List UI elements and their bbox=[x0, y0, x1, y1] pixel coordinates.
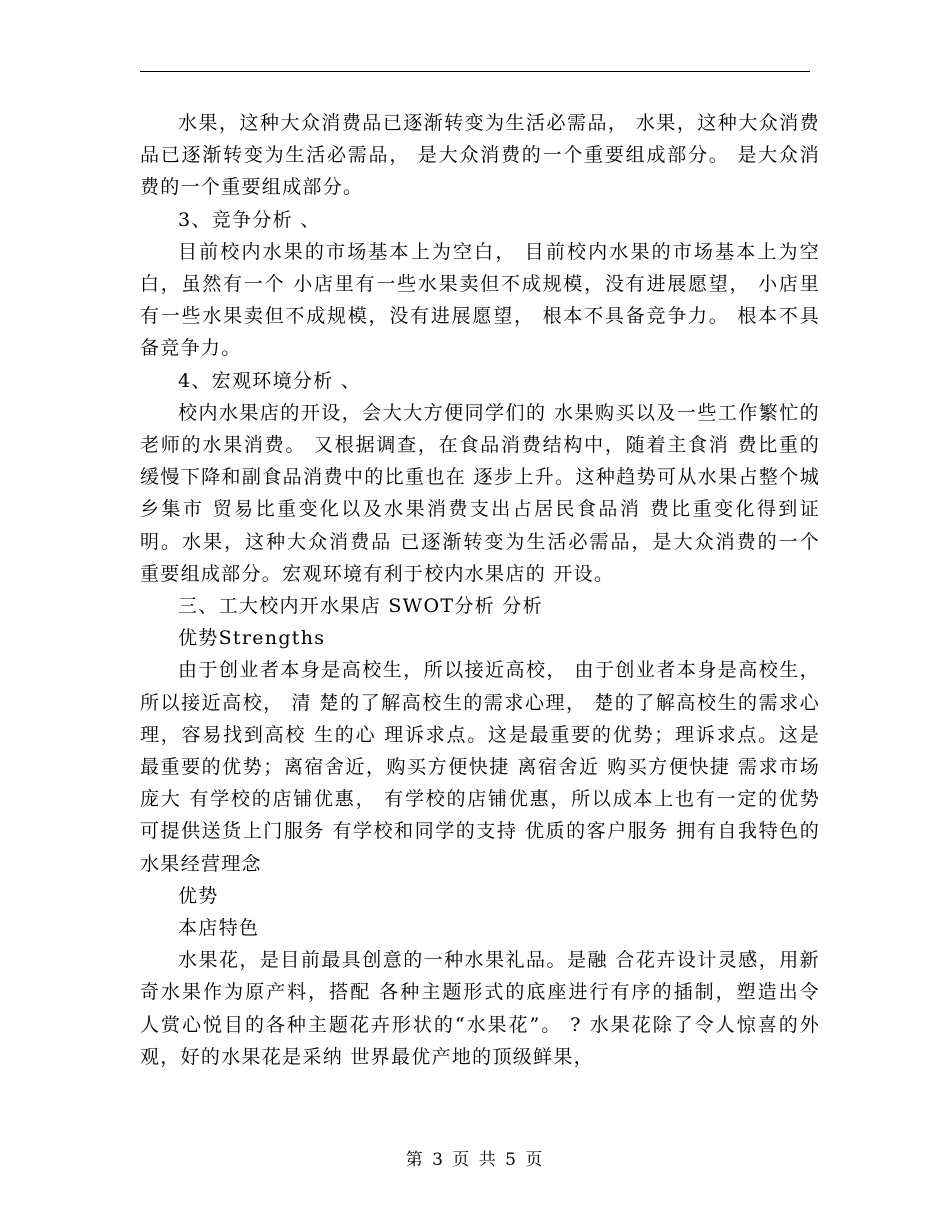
heading-swot-analysis: 三、工大校内开水果店 SWOT分析 分析 bbox=[178, 595, 543, 618]
paragraph-competition: 目前校内水果的市场基本上为空白， 目前校内水果的市场基本上为空白，虽然有一个 小店里有一些水果卖但不成规模，没有进展愿望， 小店里有一些水果卖但不成规模，没有进展愿望， 根本不具备竞争力。 根本不具备竞争力。 bbox=[140, 240, 820, 360]
paragraph-intro: 水果，这种大众消费品已逐渐转变为生活必需品， 水果，这种大众消费品已逐渐转变为生活必需品， 是大众消费的一个重要组成部分。 是大众消费的一个重要组成部分。 bbox=[140, 112, 820, 199]
heading-macro-environment: 4、宏观环境分析 、 bbox=[178, 369, 362, 392]
paragraph-macro-environment: 校内水果店的开设，会大大方便同学们的 水果购买以及一些工作繁忙的老师的水果消费。 又根据调查，在食品消费结构中，随着主食消 费比重的缓慢下降和副食品消费中的比重也在 逐步上升。这种趋势可从水果占整个城乡集市 贸易比重变化以及水果消费支出占居民食品消 费比重变化得到证明。水果，这种大众消费品 已逐渐转变为生活必需品，是大众消费的一个 重要组成部分。宏观环境有利于校内水果店的 开设。 bbox=[140, 401, 820, 585]
paragraph-strengths: 由于创业者本身是高校生，所以接近高校， 由于创业者本身是高校生，所以接近高校， 清 楚的了解高校生的需求心理， 楚的了解高校生的需求心理，容易找到高校 生的心 理诉求点。这是最重要的优势；理诉求点。这是最重要的优势；离宿舍近，购买方便快捷 离宿舍近 购买方便快捷 需求市场庞大 有学校的店铺优惠， 有学校的店铺优惠，所以成本上也有一定的优势 可提供送货上门服务 有学校和同学的支持 优质的客户服务 拥有自我特色的水果经营理念 bbox=[140, 659, 820, 875]
heading-strengths: 优势Strengths bbox=[178, 627, 326, 650]
heading-advantage: 优势 bbox=[178, 884, 219, 907]
page-footer: 第 3 页 共 5 页 bbox=[405, 1150, 545, 1170]
header-rule bbox=[140, 71, 810, 72]
paragraph-fruit-flower: 水果花，是目前最具创意的一种水果礼品。是融 合花卉设计灵感，用新奇水果作为原产料，搭配 各种主题形式的底座进行有序的插制，塑造出令 人赏心悦目的各种主题花卉形状的“水果花”。 ? 水果花除了令人惊喜的外观，好的水果花是采纳 世界最优产地的顶级鲜果， bbox=[140, 949, 820, 1068]
document-body bbox=[140, 107, 820, 1073]
heading-store-features: 本店特色 bbox=[178, 917, 260, 940]
heading-competition-analysis: 3、竞争分析 、 bbox=[178, 208, 321, 231]
